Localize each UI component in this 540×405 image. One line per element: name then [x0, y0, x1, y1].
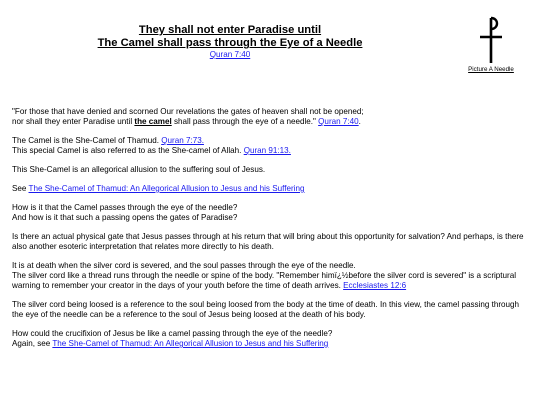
she-camel-thamud-link-2[interactable]: The She-Camel of Thamud: An Allegorical Allusion to Jesus and his Suffering [52, 339, 329, 348]
quote-bold-camel: the camel [134, 117, 172, 126]
needle-picture [464, 14, 518, 74]
quran-91-13-link[interactable]: Quran 91:13. [243, 146, 291, 155]
question-2: And how is it that such a passing opens the gates of Paradise? [12, 213, 238, 222]
quote-text-b: nor shall they enter Paradise until [12, 117, 135, 126]
question-1: How is it that the Camel passes through the eye of the needle? [12, 203, 238, 212]
she-camel-allah-text: This special Camel is also referred to as the She-camel of Allah. [12, 146, 244, 155]
picture-a-needle-link[interactable]: Picture A Needle [468, 66, 514, 73]
paragraph-she-camel [12, 136, 530, 156]
crucifixion-question: How could the crucifixion of Jesus be like a camel passing through the eye of the needle? [12, 329, 333, 338]
page-title-line2: The Camel shall pass through the Eye of a Needle [97, 37, 363, 49]
paragraph-silver-cord [12, 261, 530, 291]
quran-7-40-link[interactable]: Quran 7:40 [318, 117, 359, 126]
paragraph-allegory: This She-Camel is an allegorical allusion to the suffering soul of Jesus. [12, 165, 266, 174]
rho-cross-needle-icon [476, 14, 506, 64]
quote-end: . [358, 117, 361, 126]
see-text: See [12, 184, 29, 193]
title-block [0, 24, 460, 60]
quote-text-c: shall pass through the eye of a needle." [171, 117, 319, 126]
she-camel-thamud-link[interactable]: The She-Camel of Thamud: An Allegorical Allusion to Jesus and his Suffering [28, 184, 305, 193]
page-title-line1: They shall not enter Paradise until [138, 24, 322, 36]
paragraph-quran-quote [12, 107, 530, 127]
paragraph-crucifixion [12, 329, 530, 349]
main-content [12, 107, 530, 358]
silver-cord-line1: It is at death when the silver cord is severed, and the soul passes through the eye of the needle. [12, 261, 356, 270]
ecclesiastes-12-6-link[interactable]: Ecclesiastes 12:6 [343, 281, 407, 290]
quran-7-73-link[interactable]: Quran 7:73. [161, 136, 204, 145]
paragraph-questions [12, 203, 530, 223]
again-see-text: Again, see [12, 339, 53, 348]
silver-cord-text: The silver cord like a thread runs through the needle or spine of the body. "Remember himï¿½before the silver cord is severed" is a scriptural warning to remember your creator in the days of your youth before the time of death arrives. [12, 271, 517, 290]
she-camel-text: The Camel is the She-Camel of Thamud. [12, 136, 162, 145]
quote-text-a: "For those that have denied and scorned Our revelations the gates of heaven shall not be opened; [12, 107, 364, 116]
page-header [0, 14, 540, 74]
quran-7-40-header-link[interactable]: Quran 7:40 [209, 50, 251, 59]
paragraph-soul-loosed: The silver cord being loosed is a reference to the soul being loosed from the body at the time of death. In this view, the camel passing through the eye of the needle can be a reference to the soul of Jesus being loosed at the death of his body. [12, 300, 520, 319]
paragraph-see-link [12, 184, 530, 194]
paragraph-physical-gate: Is there an actual physical gate that Jesus passes through at his return that will bring about this opportunity for salvation? And perhaps, is there also another esoteric interpretation that relates more directly to his death. [12, 232, 524, 251]
